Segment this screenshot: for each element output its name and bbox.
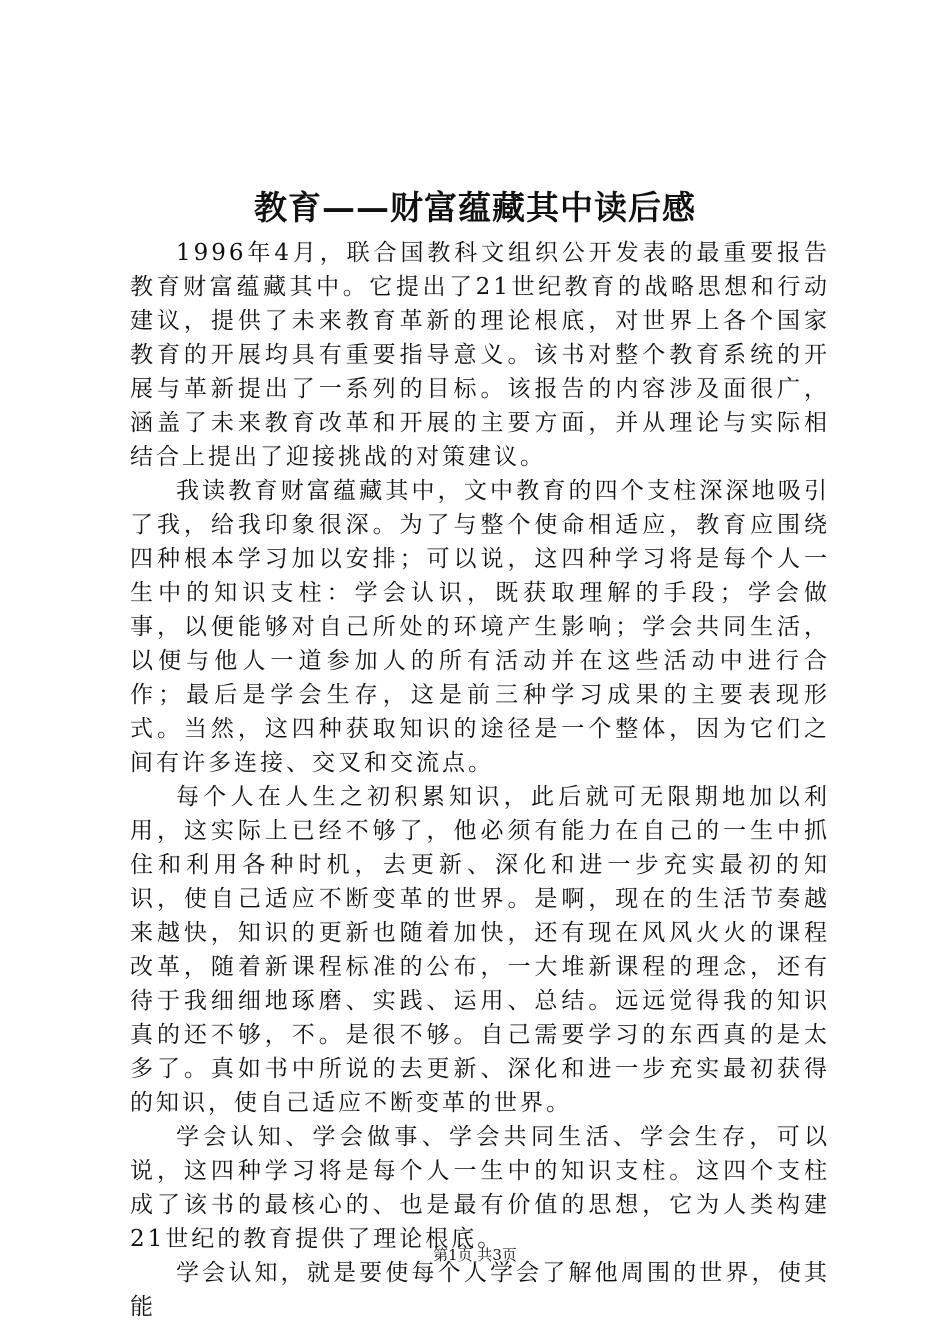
paragraph-4: 学会认知、学会做事、学会共同生活、学会生存，可以说，这四种学习将是每个人一生中的知识支柱。这四个支柱成了该书的最核心的、也是最有价值的思想，它为人类构建21世纪的教育提供了理论根底。 — [130, 1124, 830, 1252]
paragraph-3: 每个人在人生之初积累知识，此后就可无限期地加以利用，这实际上已经不够了，他必须有能力在自己的一生中抓住和利用各种时机，去更新、深化和进一步充实最初的知识，使自己适应不断变革的世界。是啊，现在的生活节奏越来越快，知识的更新也随着加快，还有现在风风火火的课程改革，随着新课程标准的公布，一大堆新课程的理念，还有待于我细细地琢磨、实践、运用、总结。远远觉得我的知识真的还不够，不。是很不够。自己需要学习的东西真的是太多了。真如书中所说的去更新、深化和进一步充实最初获得的知识，使自己适应不断变革的世界。 — [130, 784, 830, 1116]
page-number-footer: 第1页 共3页 — [433, 1246, 517, 1264]
document-title: 教育——财富蕴藏其中读后感 — [254, 188, 696, 227]
paragraph-1: 1996年4月，联合国教科文组织公开发表的最重要报告教育财富蕴藏其中。它提出了21世纪教育的战略思想和行动建议，提供了未来教育革新的理论根底，对世界上各个国家教育的开展均具有重要指导意义。该书对整个教育系统的开展与革新提出了一系列的目标。该报告的内容涉及面很广，涵盖了未来教育改革和开展的主要方面，并从理论与实际相结合上提出了迎接挑战的对策建议。 — [130, 240, 830, 470]
document-body — [130, 236, 830, 1324]
paragraph-5: 学会认知，就是要使每个人学会了解他周围的世界，使其能 — [130, 1260, 830, 1320]
paragraph-2: 我读教育财富蕴藏其中，文中教育的四个支柱深深地吸引了我，给我印象很深。为了与整个使命相适应，教育应围绕四种根本学习加以安排；可以说，这四种学习将是每个人一生中的知识支柱：学会认识，既获取理解的手段；学会做事，以便能够对自己所处的环境产生影响；学会共同生活，以便与他人一道参加人的所有活动并在这些活动中进行合作；最后是学会生存，这是前三种学习成果的主要表现形式。当然，这四种获取知识的途径是一个整体，因为它们之间有许多连接、交叉和交流点。 — [130, 478, 830, 776]
